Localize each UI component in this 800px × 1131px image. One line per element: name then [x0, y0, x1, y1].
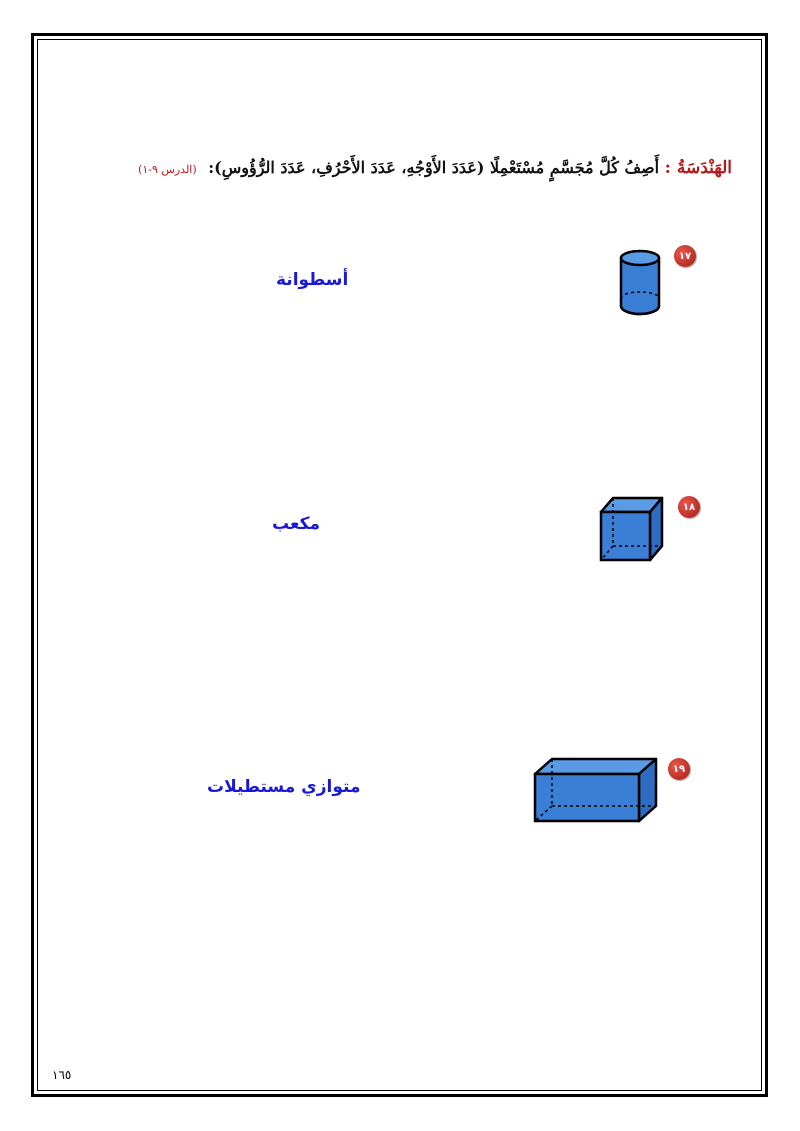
- page-number: ١٦٥: [52, 1068, 72, 1082]
- cylinder-icon: [618, 248, 664, 318]
- cube-icon: [598, 494, 668, 564]
- answer-cube: مكعب: [272, 514, 321, 534]
- page-border-inner: [37, 39, 762, 1091]
- question-number-badge: ١٧: [674, 245, 696, 267]
- answer-rectangular-prism: متوازي مستطيلات: [207, 777, 361, 797]
- rectangular-prism-icon: [532, 756, 660, 824]
- lesson-reference: (الدرس ٩-١): [138, 163, 197, 176]
- exercise-header: [90, 158, 732, 178]
- question-number-badge: ١٩: [668, 758, 690, 780]
- question-number-badge: ١٨: [678, 496, 700, 518]
- instruction-text: أَصِفُ كُلَّ مُجَسَّمٍ مُسْتَعْمِلًا (عَدَدَ الأَوْجُهِ، عَدَدَ الأَحْرُفِ، عَدَدَ الرُّؤُوسِ):: [208, 158, 660, 177]
- subject-label: الهَنْدَسَةُ :: [664, 158, 732, 178]
- answer-cylinder: أسطوانة: [276, 270, 349, 290]
